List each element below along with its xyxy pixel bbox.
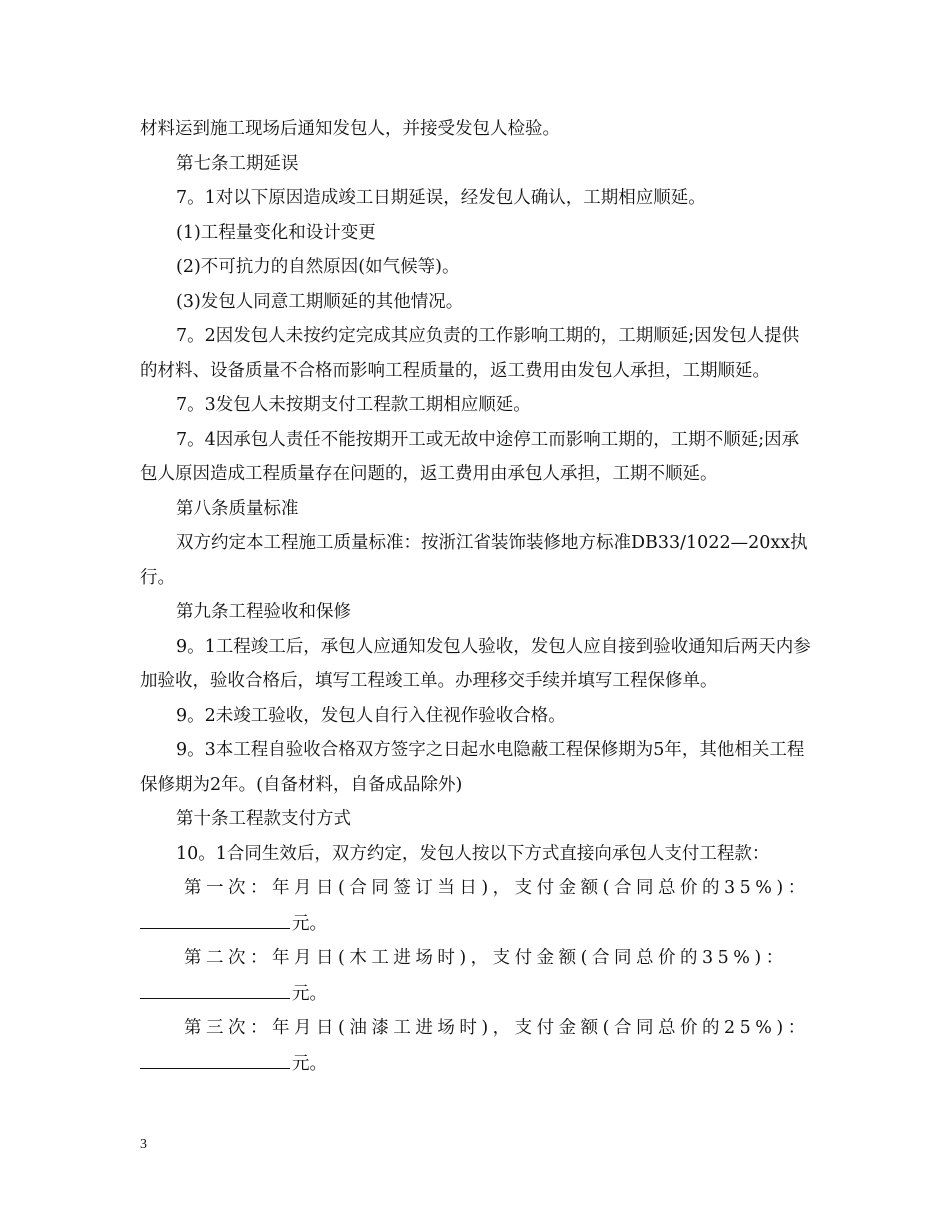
payment-item-3 bbox=[140, 1011, 812, 1081]
paragraph: 9。1工程竣工后，承包人应通知发包人验收，发包人应自接到验收通知后两天内参加验收，验收合格后，填写工程竣工单。办理移交手续并填写工程保修单。 bbox=[140, 636, 811, 691]
payment-line: 第二次：年月日(木工进场时)，支付金额(合同总价的35%)： bbox=[184, 948, 788, 968]
payment-line: 第一次：年月日(合同签订当日)，支付金额(合同总价的35%)： bbox=[184, 878, 810, 898]
paragraph: 9。3本工程自验收合格双方签字之日起水电隐蔽工程保修期为5年，其他相关工程保修期为2年。(自备材料，自备成品除外) bbox=[140, 740, 805, 795]
amount-blank bbox=[140, 976, 290, 999]
list-item: (1)工程量变化和设计变更 bbox=[176, 222, 376, 243]
paragraph: 7。3发包人未按期支付工程款工期相应顺延。 bbox=[176, 395, 531, 415]
payment-amount-line bbox=[140, 906, 812, 942]
list-item: (3)发包人同意工期顺延的其他情况。 bbox=[176, 291, 464, 312]
paragraph: 7。2因发包人未按约定完成其应负责的工作影响工期的，工期顺延;因发包人提供的材料、设备质量不合格而影响工程质量的，返工费用由发包人承担，工期顺延。 bbox=[140, 326, 800, 381]
amount-unit: 元。 bbox=[292, 983, 327, 1004]
payment-amount-line bbox=[140, 1046, 812, 1082]
paragraph: 9。2未竣工验收，发包人自行入住视作验收合格。 bbox=[176, 705, 566, 726]
paragraph: 7。1对以下原因造成竣工日期延误，经发包人确认，工期相应顺延。 bbox=[176, 188, 706, 208]
payment-item-2 bbox=[140, 941, 812, 1011]
paragraph: 10。1合同生效后，双方约定，发包人按以下方式直接向承包人支付工程款： bbox=[176, 843, 770, 864]
payment-line: 第三次：年月日(油漆工进场时)，支付金额(合同总价的25%)： bbox=[184, 1018, 810, 1038]
paragraph: 材料运到施工现场后通知发包人，并接受发包人检验。 bbox=[140, 119, 560, 139]
list-item: (2)不可抗力的自然原因(如气候等)。 bbox=[176, 257, 460, 277]
section-heading: 第九条工程验收和保修 bbox=[176, 602, 351, 622]
payment-amount-line bbox=[140, 976, 812, 1012]
paragraph: 7。4因承包人责任不能按期开工或无故中途停工而影响工期的，工期不顺延;因承包人原因造成工程质量存在问题的，返工费用由承包人承担，工期不顺延。 bbox=[140, 429, 800, 484]
amount-blank bbox=[140, 906, 290, 929]
section-heading: 第十条工程款支付方式 bbox=[176, 809, 351, 829]
amount-unit: 元。 bbox=[292, 1053, 327, 1074]
section-heading: 第七条工期延误 bbox=[176, 153, 299, 174]
amount-unit: 元。 bbox=[292, 913, 327, 934]
payment-item-1 bbox=[140, 871, 812, 941]
document-body bbox=[140, 112, 812, 1081]
page-number: 3 bbox=[140, 1137, 147, 1152]
section-heading: 第八条质量标准 bbox=[176, 498, 299, 519]
paragraph: 双方约定本工程施工质量标准：按浙江省装饰装修地方标准DB33/1022—20xx执行。 bbox=[140, 533, 808, 588]
amount-blank bbox=[140, 1046, 290, 1069]
